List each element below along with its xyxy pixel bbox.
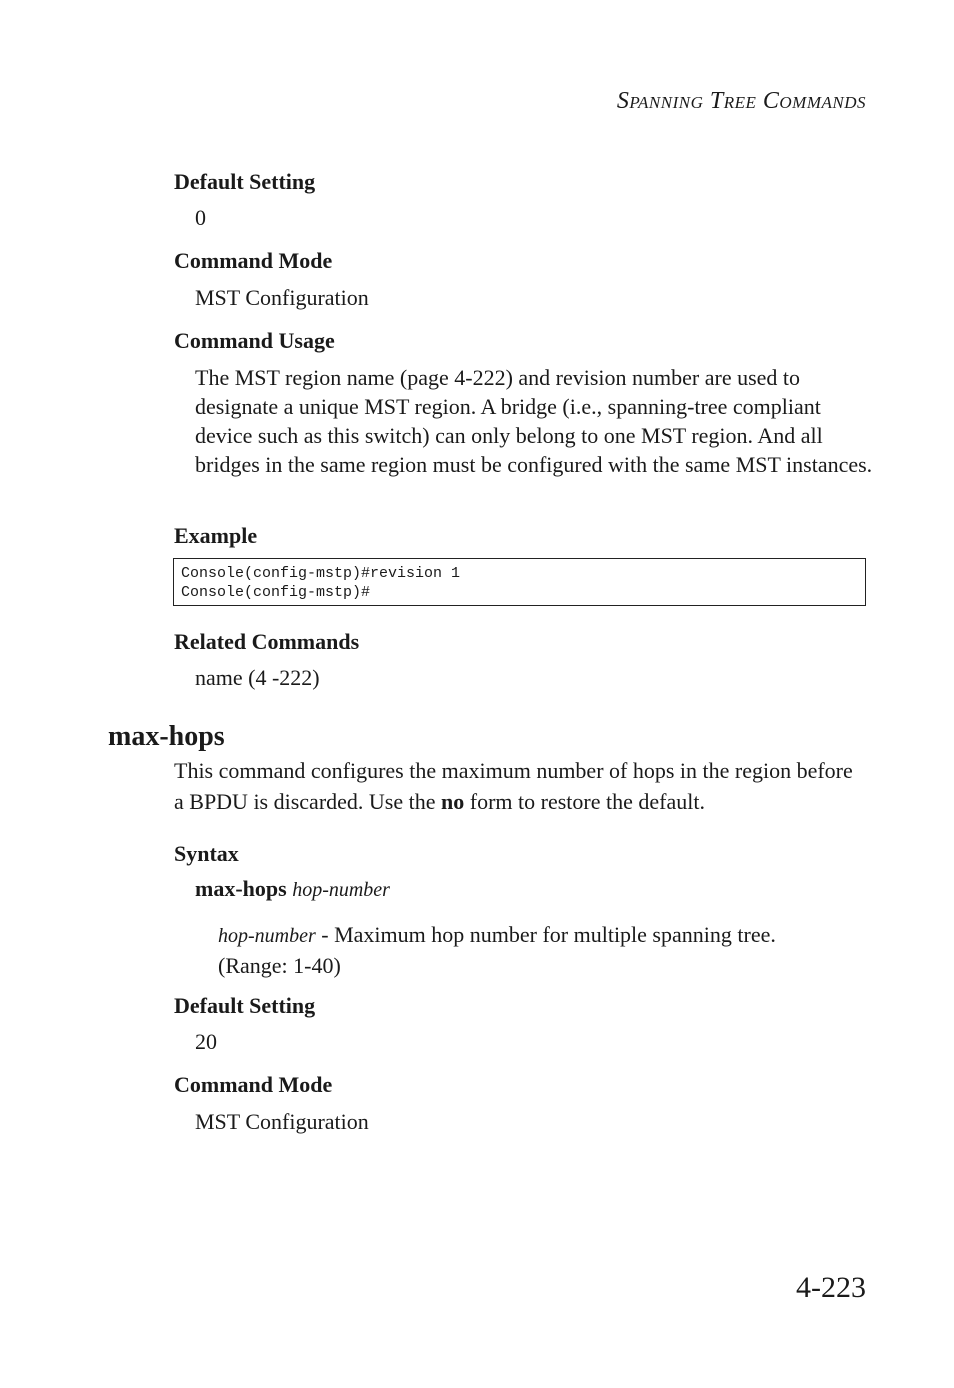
parameter-name: hop-number: [218, 925, 316, 947]
command-mode-value-2: MST Configuration: [195, 1109, 369, 1134]
command-mode-heading-2: Command Mode: [174, 1072, 333, 1097]
default-setting-heading: Default Setting: [174, 169, 316, 194]
section-title: max-hops: [108, 721, 225, 752]
keyword-no: no: [441, 789, 465, 814]
related-commands-heading: Related Commands: [174, 629, 360, 654]
section-intro: This command configures the maximum number of hops in the region before a BPDU is discarded. Use the no form to restore the default.: [174, 758, 853, 814]
related-commands-value: name (4 -222): [195, 665, 320, 690]
command-usage-text: The MST region name (page 4-222) and revision number are used to designate a unique MST region. A bridge (i.e., spanning-tree compliant device such as this switch) can only belong to one MST region. And all bridges in the same region must be configured with the same MST instances.: [195, 365, 873, 477]
syntax-command: max-hops: [195, 876, 287, 901]
command-usage-heading: Command Usage: [174, 328, 335, 353]
default-setting-value: 0: [195, 205, 206, 230]
syntax-heading: Syntax: [174, 841, 239, 866]
parameter-description: hop-number - Maximum hop number for multiple spanning tree. (Range: 1-40): [218, 922, 776, 978]
command-mode-heading: Command Mode: [174, 248, 333, 273]
running-header: SPANNING TREE COMMANDS: [616, 88, 866, 114]
code-line: Console(config-mstp)#revision 1: [181, 565, 461, 582]
command-mode-value: MST Configuration: [195, 285, 369, 310]
page-number: 4-223: [796, 1271, 866, 1304]
example-heading: Example: [174, 523, 258, 548]
code-line: Console(config-mstp)#: [181, 584, 371, 601]
default-setting-value-2: 20: [195, 1029, 217, 1054]
code-example: [173, 558, 866, 606]
syntax-line: [195, 876, 390, 902]
syntax-argument: hop-number: [292, 879, 390, 901]
default-setting-heading-2: Default Setting: [174, 993, 316, 1018]
